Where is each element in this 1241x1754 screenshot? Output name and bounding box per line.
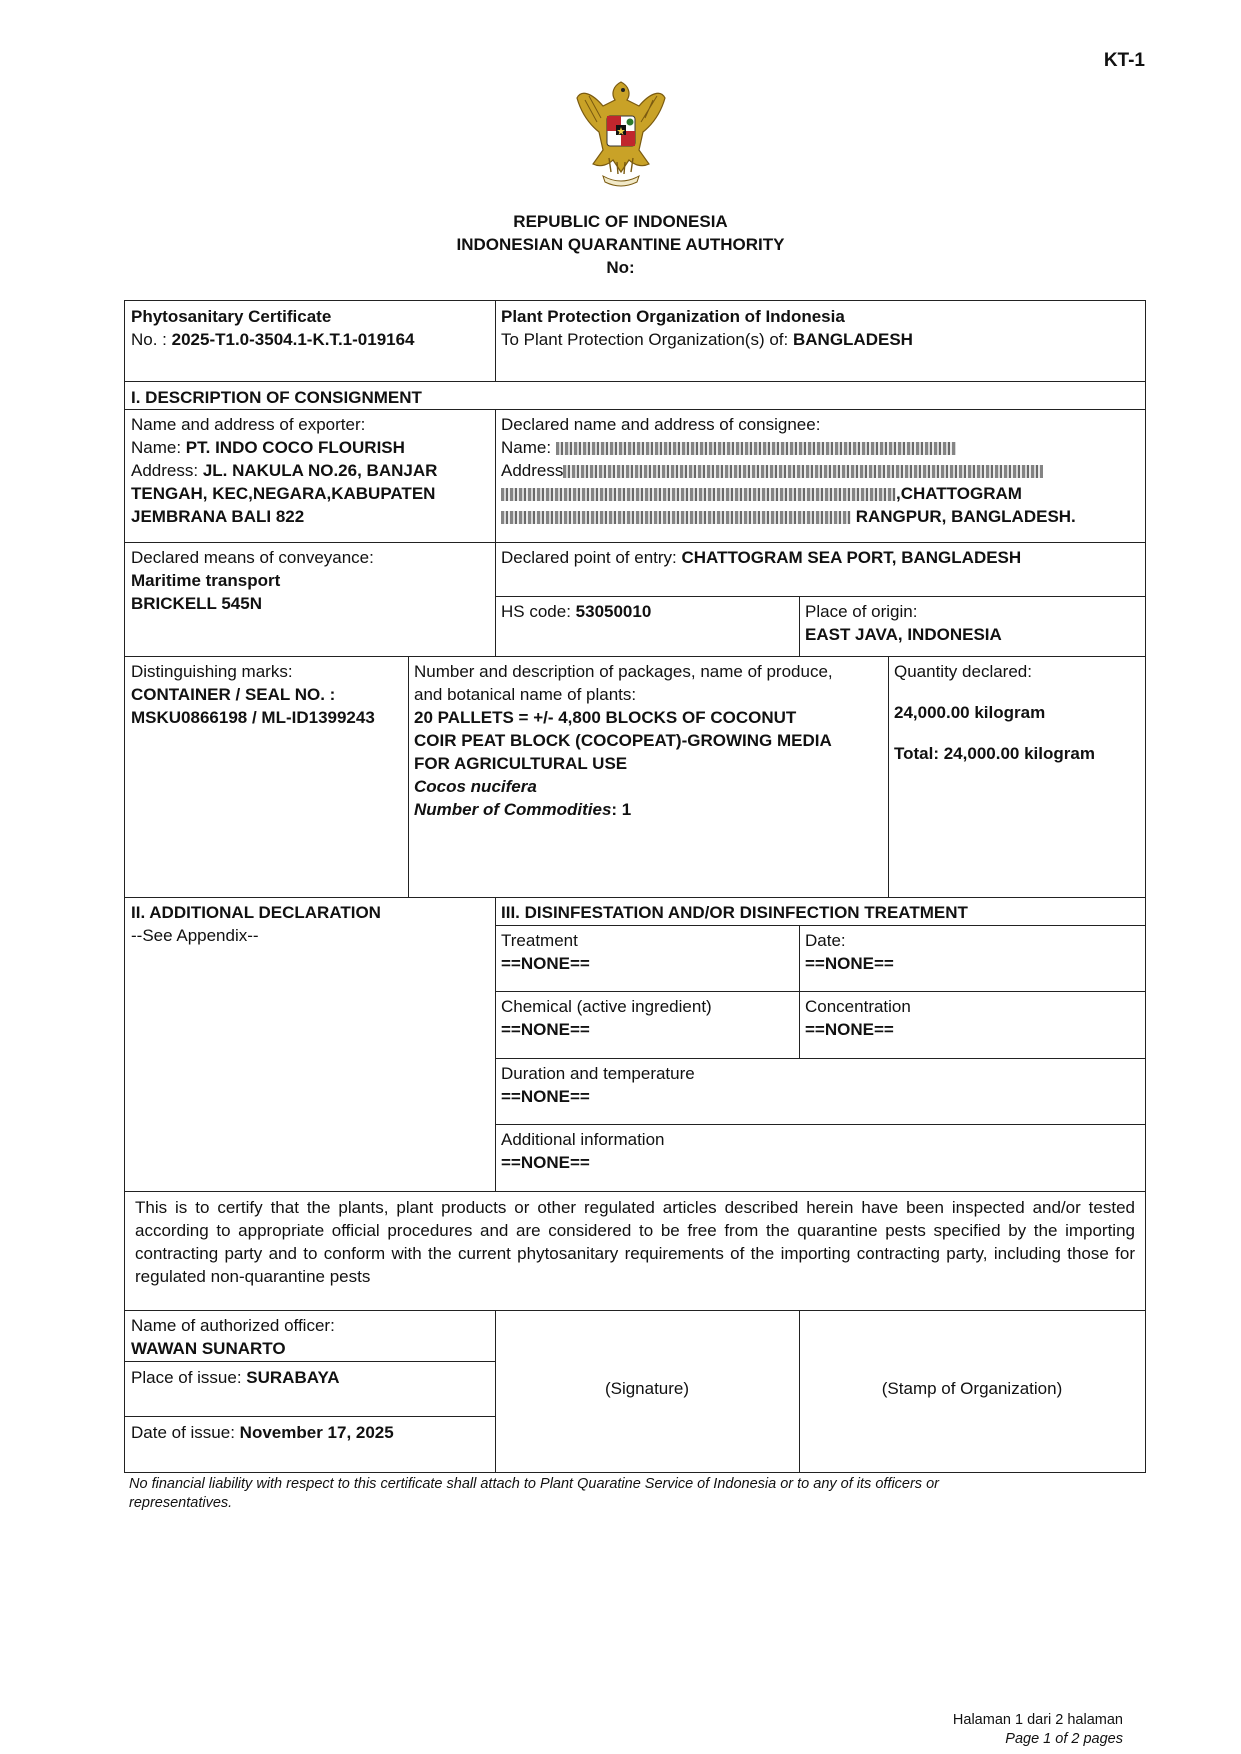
exporter-cell (125, 410, 495, 531)
officer-label: Name of authorized officer: (131, 1316, 335, 1335)
chemical-cell (495, 992, 799, 1044)
duration-value: ==NONE== (501, 1087, 590, 1106)
liability-footnote-line-1: No financial liability with respect to this certificate shall attach to Plant Quaratine Service of Indonesia or to any of its officers or (129, 1476, 939, 1492)
consignee-region: RANGPUR, BANGLADESH. (851, 507, 1076, 526)
redacted-consignee-name (556, 442, 956, 455)
page-indicator-english: Page 1 of 2 pages (1005, 1731, 1123, 1747)
treatment-cell (495, 926, 799, 978)
chemical-label: Chemical (active ingredient) (501, 997, 712, 1016)
place-of-issue-value: SURABAYA (246, 1368, 340, 1387)
certificate-title: Phytosanitary Certificate (131, 307, 332, 326)
origin-value: EAST JAVA, INDONESIA (805, 625, 1002, 644)
treatment-value: ==NONE== (501, 954, 590, 973)
origin-cell (799, 597, 1145, 649)
redacted-consignee-address-3 (501, 511, 851, 524)
botanical-name: Cocos nucifera (414, 777, 537, 796)
commodities-value: : 1 (611, 800, 632, 819)
certificate-form (124, 300, 1146, 1473)
hs-code-value: 53050010 (575, 602, 652, 621)
redacted-consignee-address-2 (501, 488, 896, 501)
document-header (0, 210, 1241, 279)
marks-label: Distinguishing marks: (131, 662, 293, 681)
duration-cell (495, 1059, 1145, 1111)
section-1-title: I. DESCRIPTION OF CONSIGNMENT (131, 388, 422, 407)
quantity-value: 24,000.00 kilogram (894, 703, 1046, 722)
garuda-emblem-icon (573, 72, 669, 196)
page-indicator (953, 1711, 1123, 1749)
conveyance-mode: Maritime transport (131, 571, 281, 590)
origin-label: Place of origin: (805, 602, 918, 621)
treatment-date-label: Date: (805, 931, 846, 950)
chemical-value: ==NONE== (501, 1020, 590, 1039)
place-of-issue-cell (125, 1363, 495, 1392)
exporter-address-line-1: JL. NAKULA NO.26, BANJAR (202, 461, 438, 480)
liability-footnote-line-2: representatives. (129, 1495, 233, 1511)
stamp-box: (Stamp of Organization) (881, 1379, 1063, 1398)
certification-statement: This is to certify that the plants, plant products or other regulated articles described herein have been inspected and/or tested according to appropriate official procedures and are considered to be free from the quarantine pests specified by the importing contracting party and to conform with the current phytosanitary requirements of the importing contracting party, including those for regulated non-quarantine pests (135, 1198, 1135, 1286)
liability-footnote (129, 1475, 1129, 1513)
consignee-label: Declared name and address of consignee: (501, 415, 821, 434)
treatment-label: Treatment (501, 931, 578, 950)
duration-label: Duration and temperature (501, 1064, 695, 1083)
hs-code-label: HS code: (501, 602, 576, 621)
packages-cell (408, 657, 888, 824)
treatment-date-value: ==NONE== (805, 954, 894, 973)
consignee-name-label: Name: (501, 438, 556, 457)
conveyance-label: Declared means of conveyance: (131, 548, 374, 567)
date-of-issue-cell (125, 1418, 495, 1447)
concentration-value: ==NONE== (805, 1020, 894, 1039)
header-country: REPUBLIC OF INDONESIA (513, 212, 728, 231)
container-seal-number: MSKU0866198 / ML-ID1399243 (131, 708, 375, 727)
redacted-consignee-address-1 (563, 465, 1043, 478)
date-of-issue-label: Date of issue: (131, 1423, 240, 1442)
quantity-total: Total: 24,000.00 kilogram (894, 744, 1095, 763)
treatment-date-cell (799, 926, 1145, 978)
consignee-cell (495, 410, 1145, 531)
document-code: KT-1 (1103, 50, 1145, 71)
header-authority: INDONESIAN QUARANTINE AUTHORITY (456, 235, 785, 254)
concentration-label: Concentration (805, 997, 911, 1016)
officer-name: WAWAN SUNARTO (131, 1339, 286, 1358)
exporter-name: PT. INDO COCO FLOURISH (185, 438, 405, 457)
conveyance-vessel: BRICKELL 545N (131, 594, 262, 613)
additional-info-value: ==NONE== (501, 1153, 590, 1172)
packages-label-line-2: and botanical name of plants: (414, 685, 637, 704)
quantity-label: Quantity declared: (894, 662, 1032, 681)
commodities-label: Number of Commodities (414, 800, 612, 819)
exporter-address-line-2: TENGAH, KEC,NEGARA,KABUPATEN (131, 484, 436, 503)
section-3-title: III. DISINFESTATION AND/OR DISINFECTION TREATMENT (501, 903, 968, 922)
packages-label-line-1: Number and description of packages, name of produce, (414, 662, 833, 681)
organization-title: Plant Protection Organization of Indonesia (501, 307, 845, 326)
signature-box: (Signature) (604, 1379, 690, 1398)
packages-line-3: FOR AGRICULTURAL USE (414, 754, 628, 773)
entry-point-value: CHATTOGRAM SEA PORT, BANGLADESH (681, 548, 1022, 567)
additional-info-label: Additional information (501, 1130, 665, 1149)
exporter-address-label: Address: (131, 461, 203, 480)
header-number: No: (606, 258, 635, 277)
exporter-label: Name and address of exporter: (131, 415, 366, 434)
officer-cell (125, 1311, 495, 1363)
entry-point-cell (495, 543, 1145, 572)
certificate-no-label: No. : (131, 330, 172, 349)
certificate-no: 2025-T1.0-3504.1-K.T.1-019164 (171, 330, 415, 349)
packages-line-2: COIR PEAT BLOCK (COCOPEAT)-GROWING MEDIA (414, 731, 832, 750)
additional-info-cell (495, 1125, 1145, 1177)
container-seal-label: CONTAINER / SEAL NO. : (131, 685, 336, 704)
see-appendix: --See Appendix-- (131, 926, 259, 945)
consignee-city: ,CHATTOGRAM (896, 484, 1022, 503)
consignee-address-label: Address (501, 461, 564, 480)
concentration-cell (799, 992, 1145, 1044)
hs-code-cell (495, 597, 799, 626)
conveyance-cell (125, 543, 495, 618)
section-2-cell (125, 898, 495, 950)
destination-label: To Plant Protection Organization(s) of: (501, 330, 793, 349)
page-indicator-indonesian: Halaman 1 dari 2 halaman (952, 1712, 1123, 1728)
packages-line-1: 20 PALLETS = +/- 4,800 BLOCKS OF COCONUT (414, 708, 797, 727)
certificate-number-cell (125, 302, 495, 354)
date-of-issue-value: November 17, 2025 (239, 1423, 394, 1442)
quantity-cell (888, 657, 1145, 768)
place-of-issue-label: Place of issue: (131, 1368, 247, 1387)
entry-point-label: Declared point of entry: (501, 548, 682, 567)
section-2-title: II. ADDITIONAL DECLARATION (131, 903, 381, 922)
exporter-address-line-3: JEMBRANA BALI 822 (131, 507, 305, 526)
exporter-name-label: Name: (131, 438, 186, 457)
destination-country: BANGLADESH (792, 330, 913, 349)
marks-cell (125, 657, 408, 732)
organization-cell (495, 302, 1145, 354)
